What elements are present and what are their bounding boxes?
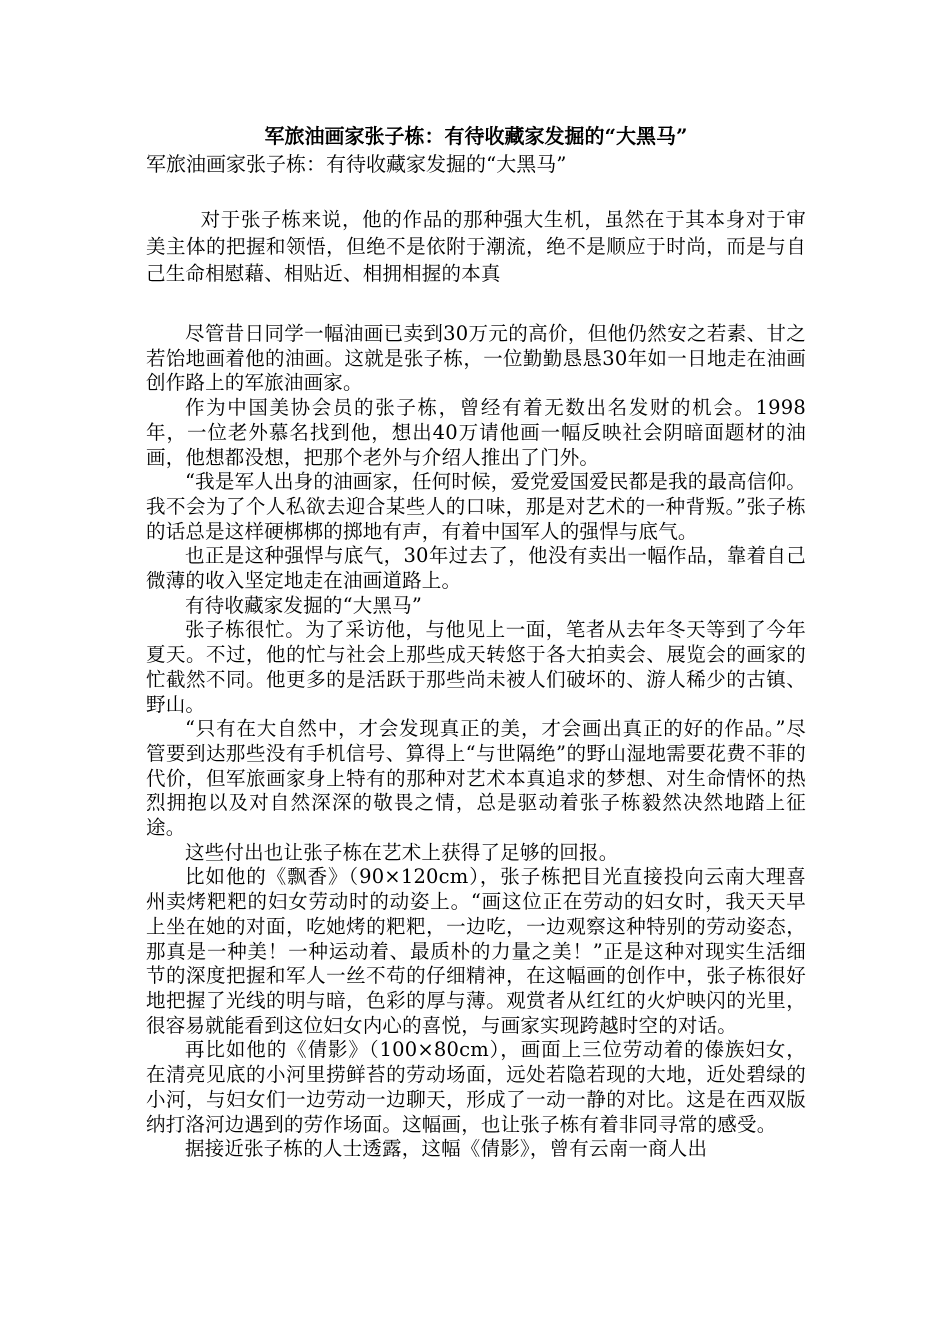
article-body (146, 206, 806, 1162)
paragraph: 再比如他的《倩影》（100×80cm），画面上三位劳动着的傣族妇女，在清亮见底的小河里捞鲜苔的劳动场面，远处若隐若现的大地，近处碧绿的小河，与妇女们一边劳动一边聊天，形成了一动一静的对比。这是在西双版纳打洛河边遇到的劳作场面。这幅画，也让张子栋有着非同寻常的感受。 (146, 1038, 806, 1136)
section-heading: 有待收藏家发掘的“大黑马” (185, 593, 423, 617)
paragraph: 尽管昔日同学一幅油画已卖到30万元的高价，但他仍然安之若素、甘之若饴地画着他的油画。这就是张子栋，一位勤勤恳恳30年如一日地走在油画创作路上的军旅油画家。 (146, 322, 806, 395)
paragraph: “只有在大自然中，才会发现真正的美，才会画出真正的好的作品。”尽管要到达那些没有手机信号、算得上“与世隔绝”的野山湿地需要花费不菲的代价，但军旅画家身上特有的那种对艺术本真追求的梦想、对生命情怀的热烈拥抱以及对自然深深的敬畏之情，总是驱动着张子栋毅然决然地踏上征途。 (146, 717, 806, 840)
paragraph: 张子栋很忙。为了采访他，与他见上一面，笔者从去年冬天等到了今年夏天。不过，他的忙与社会上那些成天转悠于各大拍卖会、展览会的画家的忙截然不同。他更多的是活跃于那些尚未被人们破坏的、游人稀少的古镇、野山。 (146, 618, 806, 716)
paragraph: 作为中国美协会员的张子栋，曾经有着无数出名发财的机会。1998年，一位老外慕名找到他，想出40万请他画一幅反映社会阴暗面题材的油画，他想都没想，把那个老外与介绍人推出了门外。 (146, 396, 806, 469)
paragraph: 这些付出也让张子栋在艺术上获得了足够的回报。 (185, 840, 619, 864)
paragraph-gap (146, 287, 806, 322)
document-subtitle: 军旅油画家张子栋：有待收藏家发掘的“大黑马” (146, 152, 567, 176)
paragraph: 据接近张子栋的人士透露，这幅《倩影》，曾有云南一商人出 (185, 1137, 708, 1161)
paragraph: 也正是这种强悍与底气，30年过去了，他没有卖出一幅作品，靠着自己微薄的收入坚定地走在油画道路上。 (146, 544, 806, 593)
paragraph: “我是军人出身的油画家，任何时候，爱党爱国爱民都是我的最高信仰。我不会为了个人私欲去迎合某些人的口味，那是对艺术的一种背叛。”张子栋的话总是这样硬梆梆的掷地有声，有着中国军人的强悍与底气。 (146, 470, 806, 543)
document-page (146, 122, 806, 1162)
document-title: 军旅油画家张子栋：有待收藏家发掘的“大黑马” (264, 124, 688, 148)
blank-line (146, 178, 806, 206)
paragraph: 比如他的《飘香》（90×120cm），张子栋把目光直接投向云南大理喜州卖烤粑粑的妇女劳动时的动姿上。“画这位正在劳动的妇女时，我天天早上坐在她的对面，吃她烤的粑粑，一边吃，一边观察这种特别的劳动姿态，那真是一种美！一种运动着、最质朴的力量之美！”正是这种对现实生活细节的深度把握和军人一丝不苟的仔细精神，在这幅画的创作中，张子栋很好地把握了光线的明与暗，色彩的厚与薄。观赏者从红红的火炉映闪的光里，很容易就能看到这位妇女内心的喜悦，与画家实现跨越时空的对话。 (146, 865, 806, 1037)
lead-paragraph: 对于张子栋来说，他的作品的那种强大生机，虽然在于其本身对于审美主体的把握和领悟，但绝不是依附于潮流，绝不是顺应于时尚，而是与自己生命相慰藉、相贴近、相拥相握的本真 (146, 208, 806, 285)
